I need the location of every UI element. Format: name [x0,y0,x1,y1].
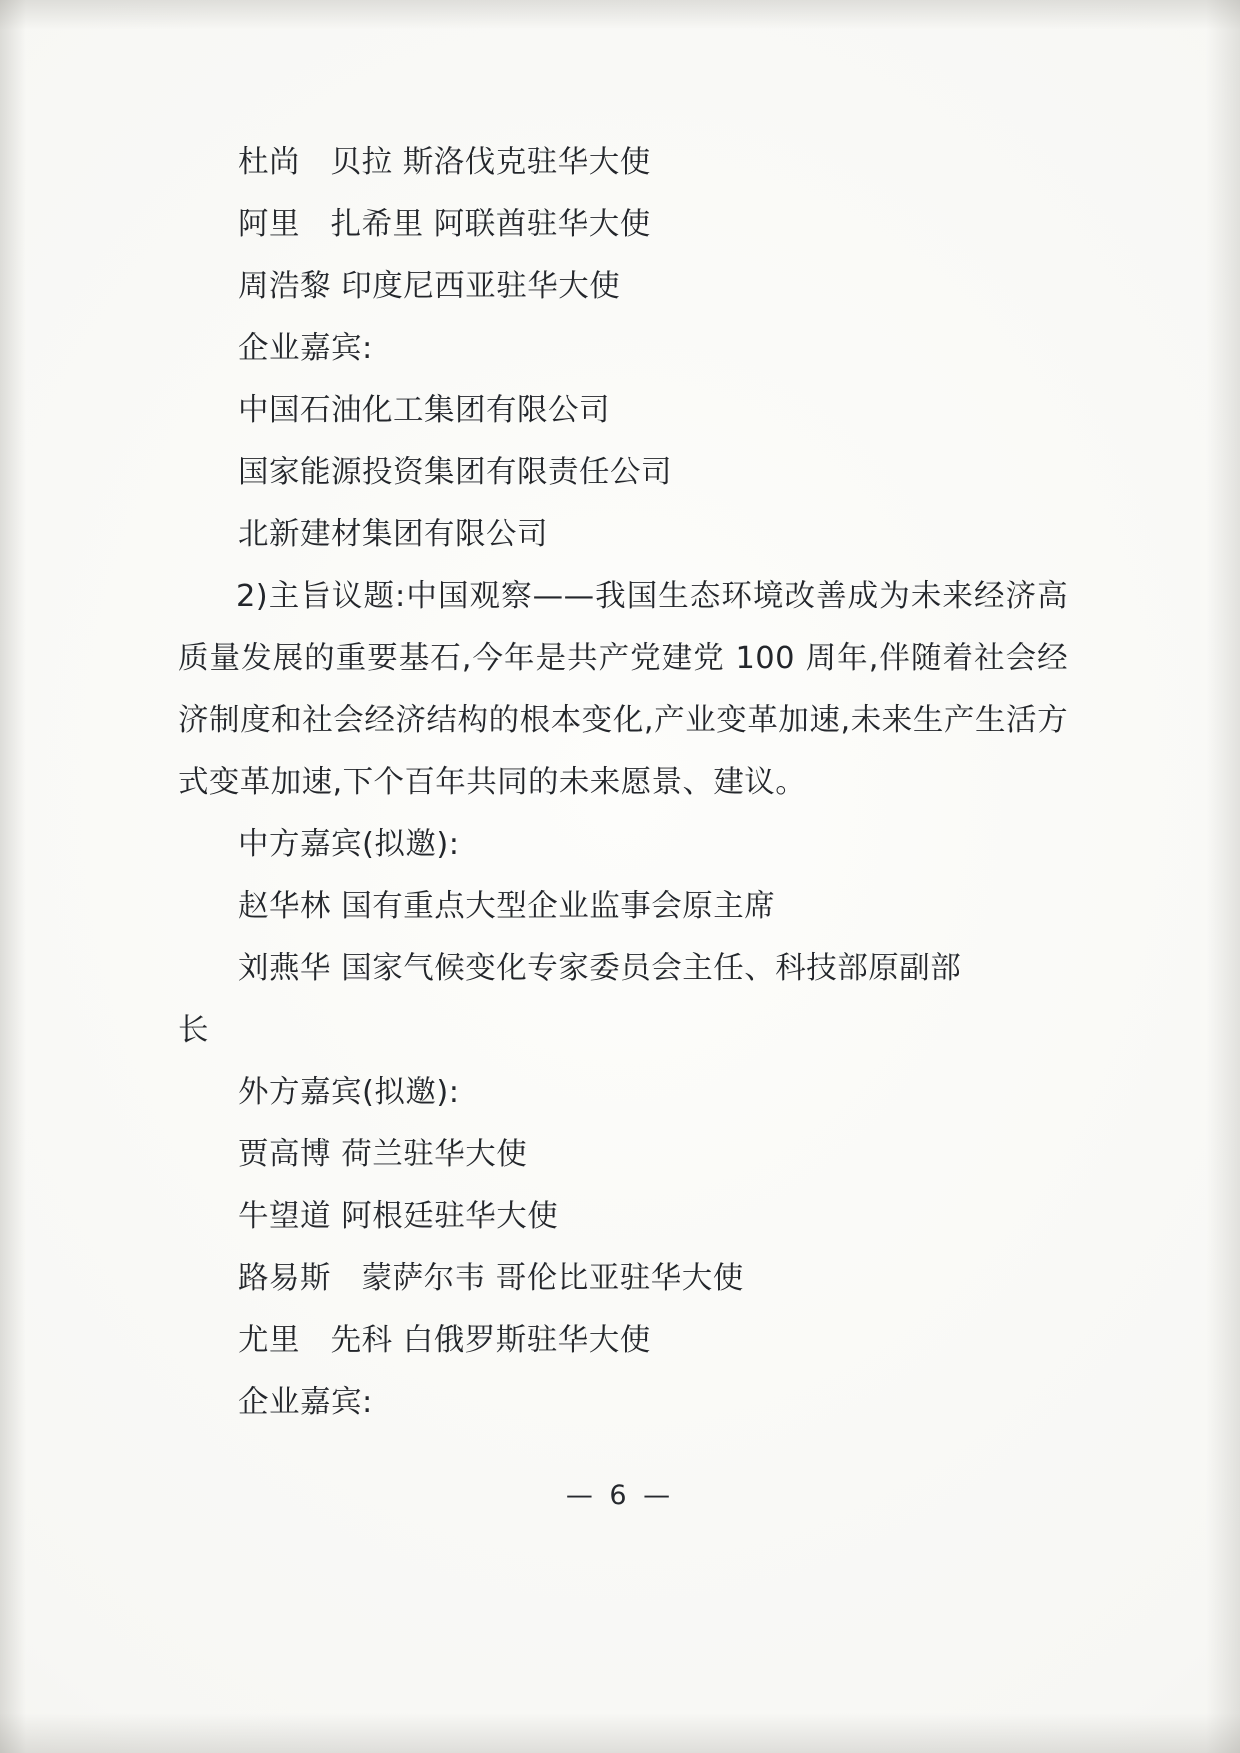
text-line: 贾高博 荷兰驻华大使 [238,1137,528,1172]
text-line-corporate-guests-heading-2: 企业嘉宾: [238,1385,373,1420]
paragraph-topic [178,566,1068,814]
text-line: 中国石油化工集团有限公司 [238,393,610,428]
text-line: 杜尚 贝拉 斯洛伐克驻华大使 [238,145,651,180]
text-line: 阿里 扎希里 阿联酋驻华大使 [238,207,651,242]
text-line: 路易斯 蒙萨尔韦 哥伦比亚驻华大使 [238,1261,744,1296]
scan-edge-bottom [0,1713,1240,1753]
page-number: — 6 — [565,1480,675,1511]
text-line-corporate-guests-heading: 企业嘉宾: [238,331,373,366]
text-line-continuation: 长 [178,1013,209,1048]
text-line: 赵华林 国有重点大型企业监事会原主席 [238,889,776,924]
scan-edge-top [0,0,1240,30]
text-line: 周浩黎 印度尼西亚驻华大使 [238,269,621,304]
text-line: 北新建材集团有限公司 [238,517,548,552]
text-line: 国家能源投资集团有限责任公司 [238,455,672,490]
text-line-chinese-guests-heading: 中方嘉宾(拟邀): [238,827,460,862]
paragraph-topic-text: 2)主旨议题:中国观察——我国生态环境改善成为未来经济高质量发展的重要基石,今年是共产党建党 100 周年,伴随着社会经济制度和社会经济结构的根本变化,产业变革加速,未来生产生活方式变革加速,下个百年共同的未来愿景、建议。 [178,579,1068,800]
text-line-foreign-guests-heading: 外方嘉宾(拟邀): [238,1075,460,1110]
text-line: 牛望道 阿根廷驻华大使 [238,1199,559,1234]
text-line: 刘燕华 国家气候变化专家委员会主任、科技部原副部 [238,951,962,986]
document-body [178,132,1068,1434]
text-line: 尤里 先科 白俄罗斯驻华大使 [238,1323,651,1358]
